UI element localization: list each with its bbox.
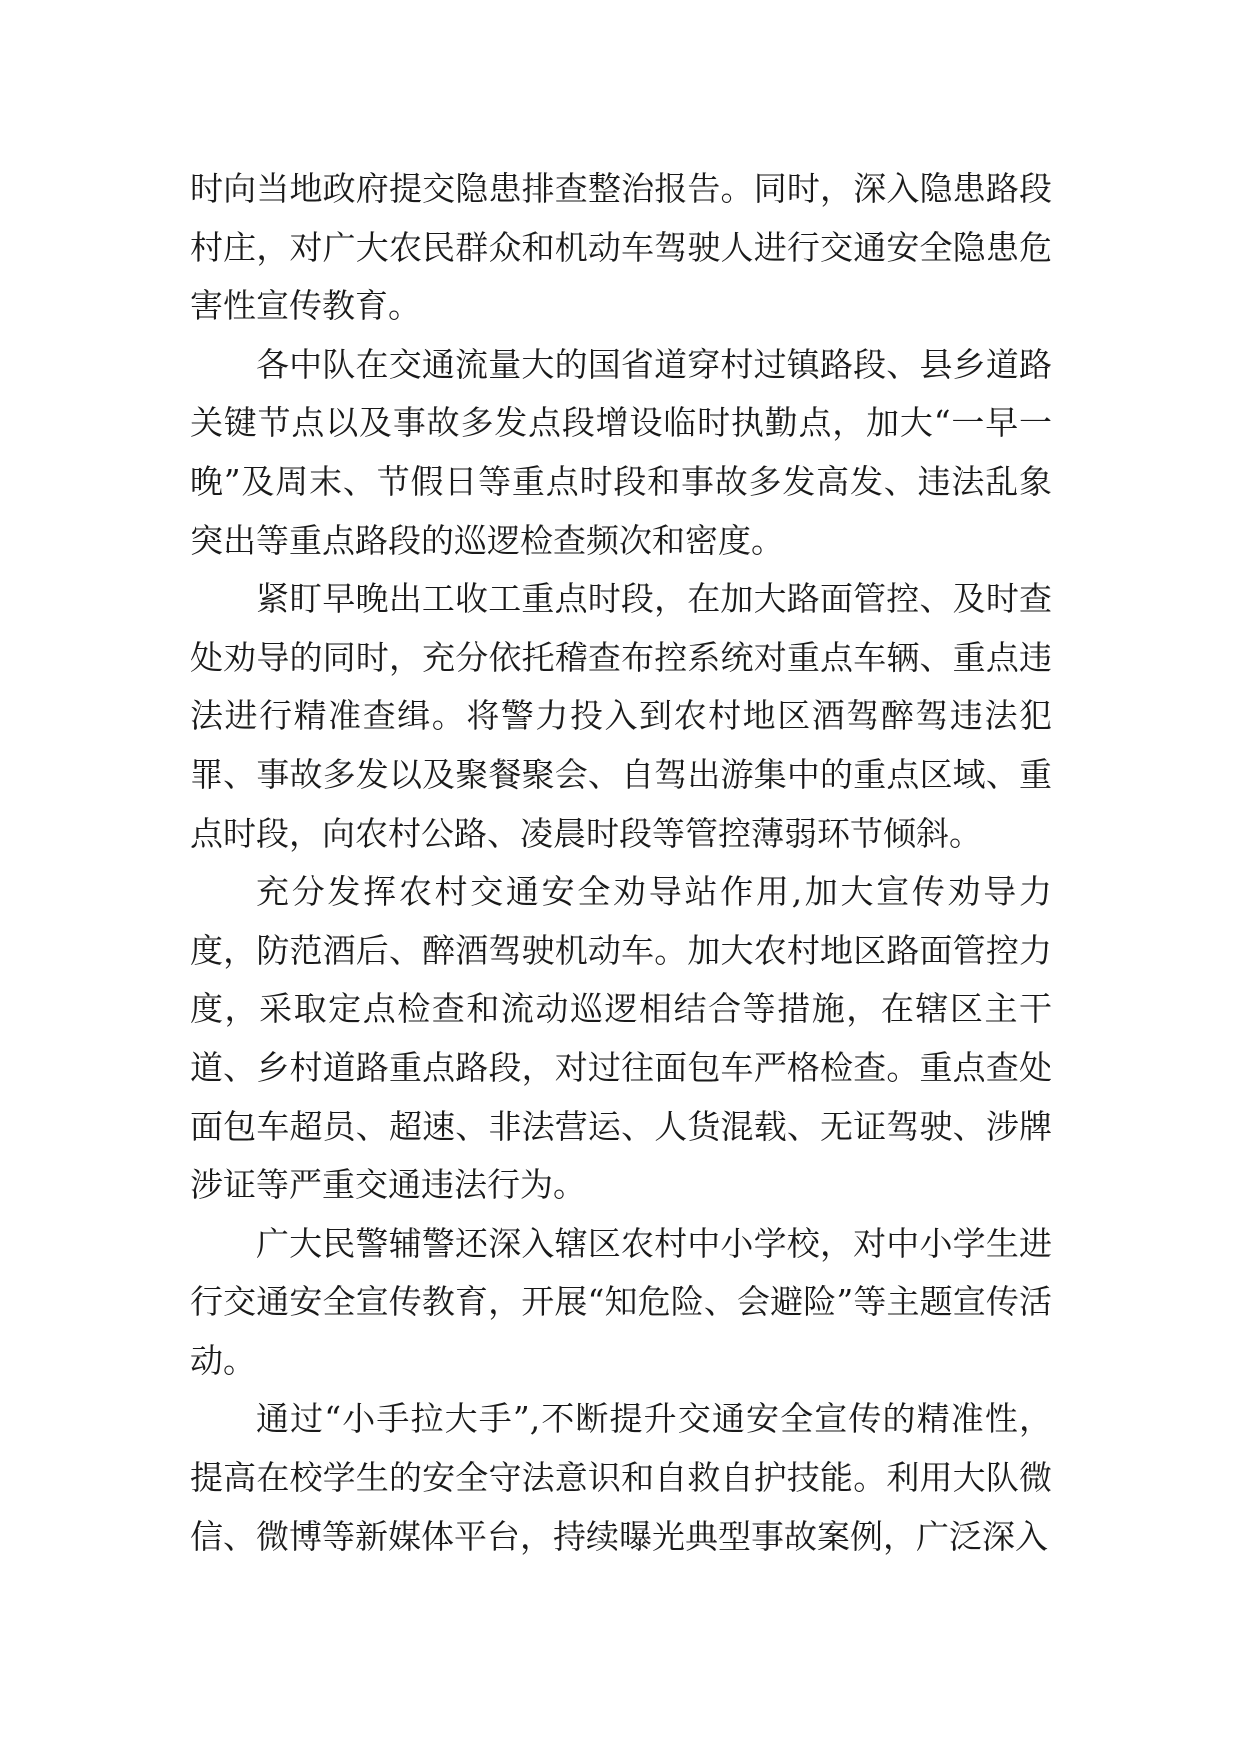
paragraph-school-education: 广大民警辅警还深入辖区农村中小学校，对中小学生进行交通安全宣传教育，开展“知危险、会避险”等主题宣传活动。 — [190, 1223, 1052, 1380]
paragraph-checkpoints: 各中队在交通流量大的国省道穿村过镇路段、县乡道路关键节点以及事故多发点段增设临时执勤点，加大“一早一晚”及周末、节假日等重点时段和事故多发高发、违法乱象突出等重点路段的巡逻检查频次和密度。 — [190, 344, 1052, 560]
paragraph-persuasion-station: 充分发挥农村交通安全劝导站作用,加大宣传劝导力度，防范酒后、醉酒驾驶机动车。加大农村地区路面管控力度，采取定点检查和流动巡逻相结合等措施，在辖区主干道、乡村道路重点路段，对过往面包车严格检查。重点查处面包车超员、超速、非法营运、人货混载、无证驾驶、涉牌涉证等严重交通违法行为。 — [190, 872, 1052, 1205]
paragraph-continuation: 时向当地政府提交隐患排查整治报告。同时，深入隐患路段村庄，对广大农民群众和机动车驾驶人进行交通安全隐患危害性宣传教育。 — [190, 169, 1052, 326]
paragraph-new-media: 通过“小手拉大手”,不断提升交通安全宣传的精准性，提高在校学生的安全守法意识和自救自护技能。利用大队微信、微博等新媒体平台，持续曝光典型事故案例，广泛深入 — [190, 1399, 1052, 1556]
paragraph-key-periods: 紧盯早晚出工收工重点时段，在加大路面管控、及时查处劝导的同时，充分依托稽查布控系统对重点车辆、重点违法进行精准查缉。将警力投入到农村地区酒驾醉驾违法犯罪、事故多发以及聚餐聚会、自驾出游集中的重点区域、重点时段，向农村公路、凌晨时段等管控薄弱环节倾斜。 — [190, 579, 1052, 853]
document-body — [190, 160, 1052, 1566]
